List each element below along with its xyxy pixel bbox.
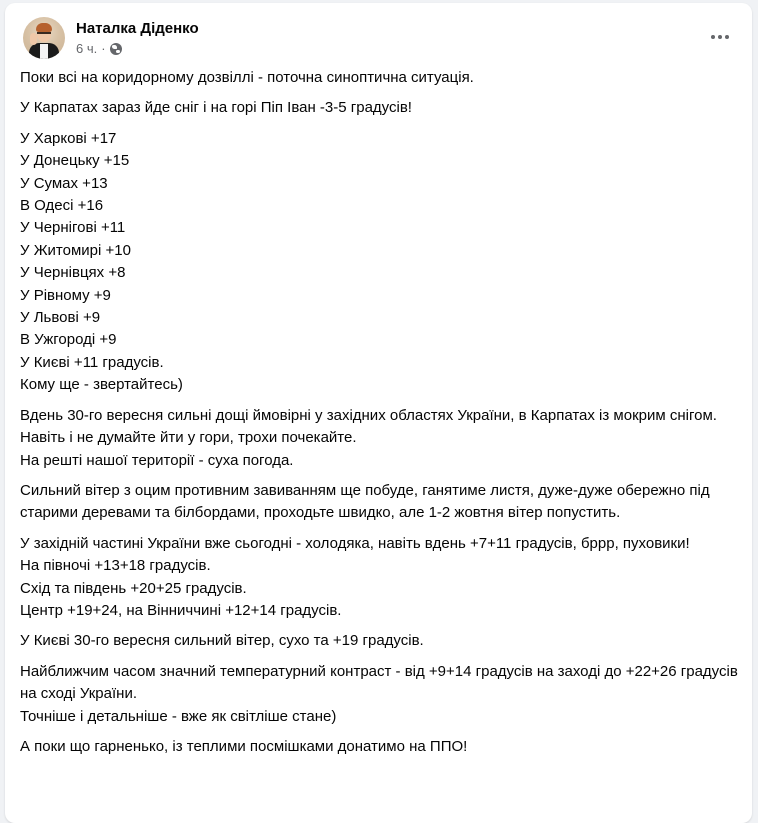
avatar[interactable] [23,17,65,59]
post-text-line: Поки всі на коридорному дозвіллі - поточна синоптична ситуація. [20,69,474,86]
more-options-icon [711,35,715,39]
more-options-button[interactable] [702,25,738,49]
post-subline [76,40,199,58]
author-name-link[interactable]: Наталка Діденко [76,19,199,37]
more-options-icon [725,35,729,39]
post-header [23,17,199,59]
post-text [20,67,740,766]
post-text-line: У західній частині України вже сьогодні - холодяка, навіть вдень +7+11 градусів, бррр, пуховики! [20,534,690,552]
post-text-line: У Чернівцях +8 [20,264,126,282]
post-paragraph [20,128,740,397]
post-text-line: У Харкові +17 [20,129,117,147]
post-text-line: У Карпатах зараз йде сніг і на горі Піп Іван -3-5 градусів! [20,99,412,117]
post-text-line: У Донецьку +15 [20,152,130,170]
post-paragraph [20,630,740,652]
post-text-line: У Рівному +9 [20,286,111,304]
avatar-shirt-shape [40,44,48,59]
post-text-line: Сильний вітер з оцим противним завиванням ще побуде, ганятиме листя, дуже-дуже обережно під старими деревами та білбордами, проходьте швидко, але 1-2 жовтня вітер попустить. [20,481,710,522]
post-text-line: У Чернігові +11 [20,219,126,237]
post-text-line: У Сумах +13 [20,174,108,192]
post-text-line: На решті нашої території - суха погода. [20,451,294,469]
post-card [5,3,752,823]
avatar-hair-shape [36,23,52,32]
separator: · [101,40,106,56]
post-text-line: А поки що гарненько, із теплими посмішками донатимо на ППО! [20,737,468,755]
post-paragraph [20,480,740,525]
post-text-line: Схід та південь +20+25 градусів. [20,579,247,597]
post-paragraph [20,97,740,119]
post-text-line: У Києві 30-го вересня сильний вітер, сухо та +19 градусів. [20,632,424,650]
post-text-line: Центр +19+24, на Вінниччині +12+14 градусів. [20,601,342,619]
post-text-line: На півночі +13+18 градусів. [20,557,211,575]
avatar-glasses-shape [37,32,51,37]
avatar-hand-shape [30,33,37,45]
post-text-line: Точніше і детальніше - вже як світліше стане) [20,707,337,725]
post-text-line: Найближчим часом значний температурний контраст - від +9+14 градусів на заході до +22+26 градусів на сході України. [20,662,738,703]
post-paragraph [20,736,740,758]
post-text-line: В Одесі +16 [20,197,104,215]
post-text-line: У Києві +11 градусів. [20,353,164,371]
post-text-line: Кому ще - звертайтесь) [20,376,183,394]
post-paragraph [20,533,740,623]
post-paragraph [20,661,740,728]
more-options-icon [718,35,722,39]
post-paragraph [20,67,740,89]
post-meta [76,19,199,58]
globe-icon[interactable] [110,43,122,55]
post-text-line: В Ужгороді +9 [20,331,117,349]
post-text-line: У Житомирі +10 [20,241,131,259]
post-paragraph [20,405,740,472]
post-text-line: Вдень 30-го вересня сильні дощі ймовірні у західних областях України, в Карпатах із мокрим снігом. Навіть і не думайте йти у гори, трохи почекайте. [20,406,717,447]
post-text-line: У Львові +9 [20,309,101,327]
timestamp-link[interactable]: 6 ч. [76,40,98,56]
